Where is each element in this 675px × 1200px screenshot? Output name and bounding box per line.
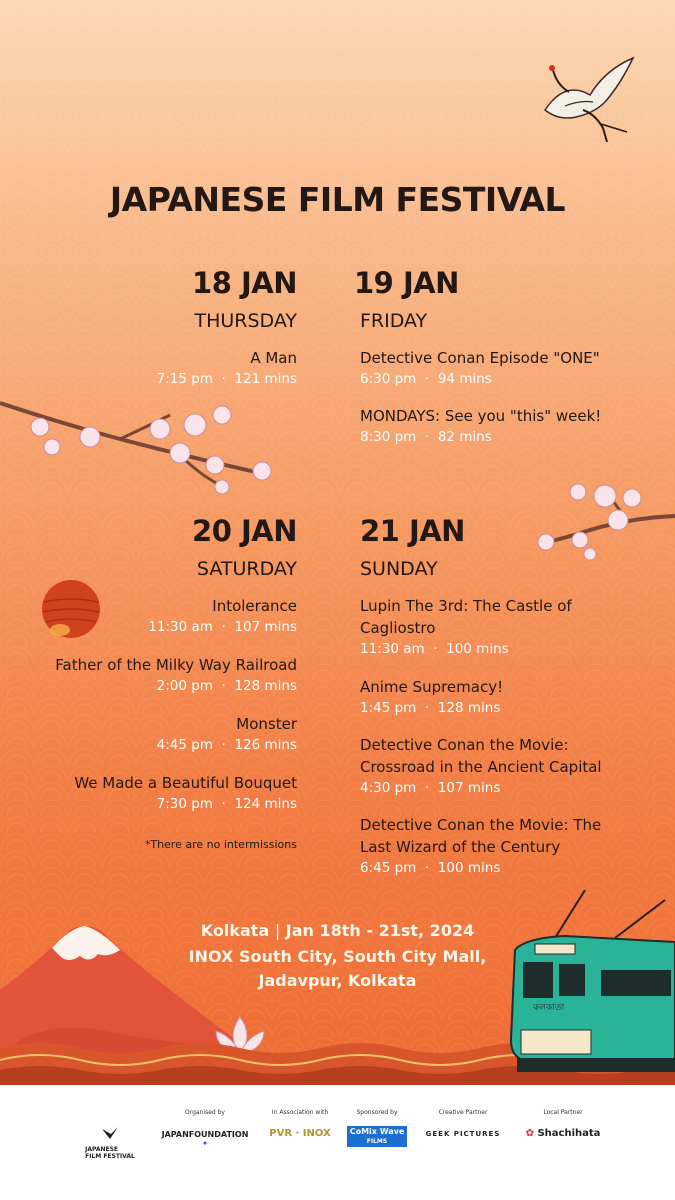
day-3-weekday: SATURDAY [196, 558, 297, 580]
day-4-film-1 [360, 595, 572, 659]
film-meta: 2:00 pm · 128 mins [156, 678, 297, 694]
film-meta: 11:30 am · 107 mins [148, 619, 297, 635]
day-4-film-2 [360, 676, 503, 718]
film-title-line-2: Cagliostro [360, 619, 436, 637]
day-4-weekday: SUNDAY [360, 558, 438, 580]
film-title: Father of the Milky Way Railroad [55, 656, 297, 674]
day-4-film-3 [360, 734, 602, 798]
intermission-note: *There are no intermissions [144, 838, 297, 851]
day-1-weekday: THURSDAY [194, 310, 297, 332]
film-title-line-2: Crossroad in the Ancient Capital [360, 758, 602, 776]
sponsor-local-partner: Local Partner ✿ Shachihata [525, 1109, 601, 1139]
day-2-film-2 [360, 405, 601, 447]
film-meta: 8:30 pm · 82 mins [360, 429, 492, 445]
film-meta: 7:30 pm · 124 mins [156, 796, 297, 812]
film-title: Detective Conan Episode "ONE" [360, 349, 600, 367]
lantern-illustration [40, 578, 102, 640]
film-title: Intolerance [212, 597, 297, 615]
day-3-film-3 [157, 713, 297, 755]
day-3-film-2 [55, 654, 297, 696]
venue-line-1: Kolkata | Jan 18th - 21st, 2024 [200, 921, 475, 940]
film-meta: 4:45 pm · 126 mins [156, 737, 297, 753]
day-1-film-1 [157, 347, 297, 389]
film-title: MONDAYS: See you "this" week! [360, 407, 602, 425]
crane-logo-icon [102, 1127, 118, 1141]
sponsor-organiser: Organised by JAPANFOUNDATION ✦ [161, 1109, 249, 1148]
film-title-line-1: Lupin The 3rd: The Castle of [360, 597, 572, 615]
film-title-line-2: Last Wizard of the Century [360, 838, 561, 856]
film-meta: 7:15 pm · 121 mins [156, 371, 297, 387]
day-1-date: 18 JAN [192, 266, 297, 300]
day-2-date: 19 JAN [354, 266, 459, 300]
film-title-line-1: Detective Conan the Movie: The [360, 816, 602, 834]
film-meta: 6:30 pm · 94 mins [360, 371, 492, 387]
tram-sign: কলকাতা [533, 1003, 565, 1013]
festival-title: JAPANESE FILM FESTIVAL [109, 180, 566, 219]
cherry-blossom-right-branch [530, 478, 675, 563]
day-2-film-1 [360, 347, 600, 389]
venue-line-3: Jadavpur, Kolkata [258, 971, 417, 990]
cherry-blossom-left-branch [0, 395, 290, 505]
sponsor-creative-partner: Creative Partner GEEK PICTURES [425, 1109, 501, 1138]
crane-illustration [535, 50, 640, 145]
day-3-film-4 [74, 772, 297, 814]
venue-line-2: INOX South City, South City Mall, [188, 947, 487, 966]
day-4-film-4 [360, 814, 601, 878]
sponsor-japanese-film-festival: JAPANESE FILM FESTIVAL [75, 1123, 145, 1161]
film-title-line-1: Detective Conan the Movie: [360, 736, 569, 754]
day-2-weekday: FRIDAY [360, 310, 428, 332]
film-meta: 4:30 pm · 107 mins [360, 780, 501, 796]
day-4-date: 21 JAN [360, 514, 465, 548]
film-meta: 11:30 am · 100 mins [360, 641, 509, 657]
film-meta: 1:45 pm · 128 mins [360, 700, 501, 716]
day-3-film-1 [148, 595, 297, 637]
day-3-date: 20 JAN [192, 514, 297, 548]
sponsor-main: Sponsored by CoMix Wave FILMS [344, 1109, 410, 1147]
film-title: Monster [236, 715, 297, 733]
film-title: Anime Supremacy! [360, 678, 504, 696]
film-title: A Man [250, 349, 297, 367]
sponsor-association: In Association with PVR · INOX [269, 1109, 331, 1139]
film-title: We Made a Beautiful Bouquet [74, 774, 297, 792]
film-meta: 6:45 pm · 100 mins [360, 860, 501, 876]
sponsor-bar [0, 1085, 675, 1200]
